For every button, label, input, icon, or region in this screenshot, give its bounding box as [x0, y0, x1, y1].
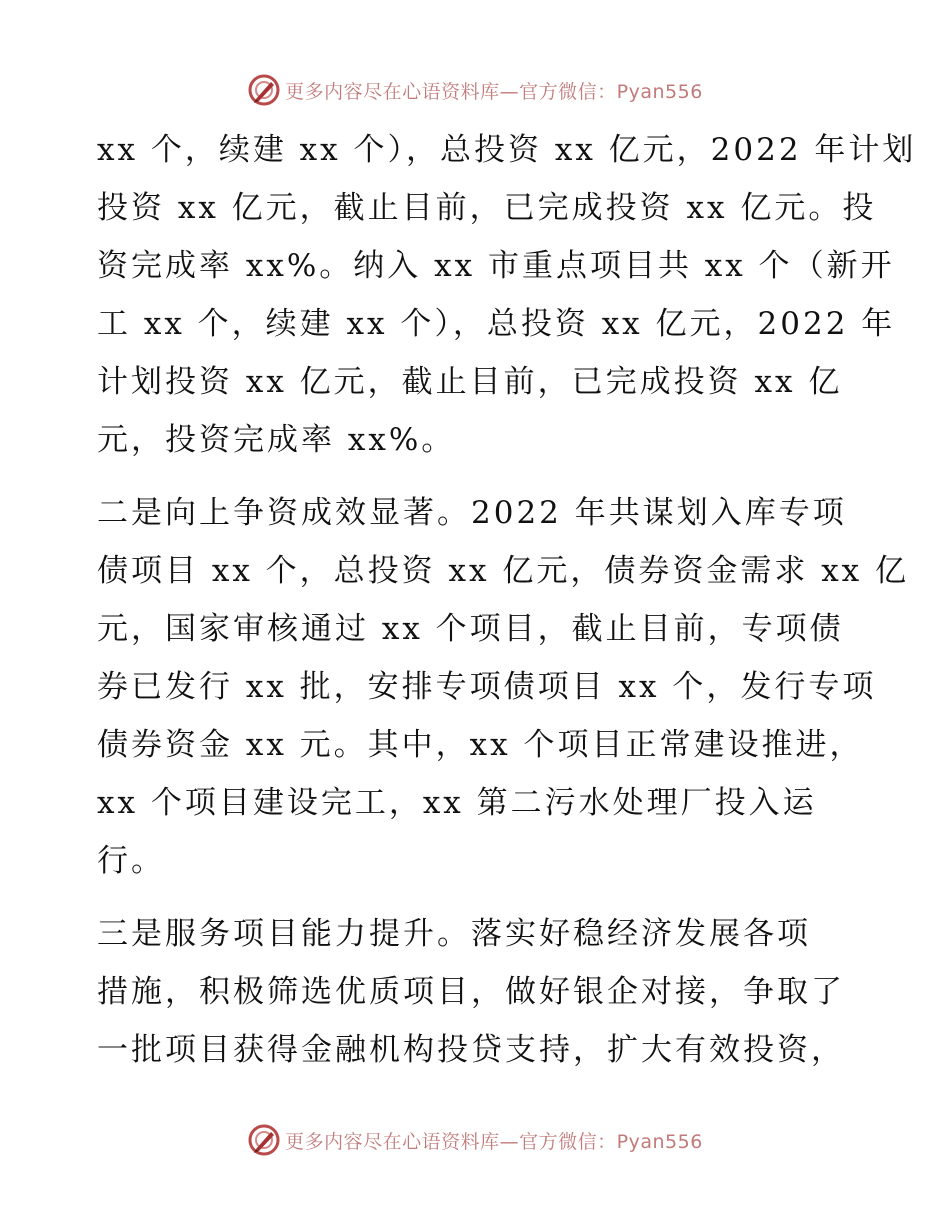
header-banner-text: 更多内容尽在心语资料库—官方微信：Pyan556 [285, 80, 703, 103]
pen-logo-icon [247, 73, 281, 107]
body-line: 资完成率 xx%。纳入 xx 市重点项目共 xx 个（新开 [97, 248, 895, 284]
body-line: 计划投资 xx 亿元，截止目前，已完成投资 xx 亿 [97, 364, 843, 400]
body-line: 一批项目获得金融机构投贷支持，扩大有效投资， [97, 1032, 845, 1068]
pen-logo-icon [247, 1123, 281, 1157]
body-line: 投资 xx 亿元，截止目前，已完成投资 xx 亿元。投 [97, 190, 877, 226]
body-line: 工 xx 个，续建 xx 个），总投资 xx 亿元，2022 年 [97, 306, 896, 342]
body-line: 行。 [97, 843, 165, 879]
body-line: 三是服务项目能力提升。落实好稳经济发展各项 [97, 916, 811, 952]
body-line: 券已发行 xx 批，安排专项债项目 xx 个，发行专项 [97, 669, 877, 705]
body-line: xx 个项目建设完工，xx 第二污水处理厂投入运 [97, 785, 817, 821]
page-header [0, 70, 950, 110]
body-line: 债项目 xx 个，总投资 xx 亿元，债券资金需求 xx 亿 [97, 553, 910, 589]
body-line: 债券资金 xx 元。其中，xx 个项目正常建设推进， [97, 727, 864, 763]
body-line: xx 个，续建 xx 个），总投资 xx 亿元，2022 年计划 [97, 132, 917, 168]
body-line: 二是向上争资成效显著。2022 年共谋划入库专项 [97, 495, 847, 531]
body-line: 元，投资完成率 xx%。 [97, 422, 456, 458]
body-line: 措施，积极筛选优质项目，做好银企对接，争取了 [97, 974, 845, 1010]
footer-banner-text: 更多内容尽在心语资料库—官方微信：Pyan556 [285, 1130, 703, 1153]
page-footer [0, 1120, 950, 1160]
body-line: 元，国家审核通过 xx 个项目，截止目前，专项债 [97, 611, 844, 647]
